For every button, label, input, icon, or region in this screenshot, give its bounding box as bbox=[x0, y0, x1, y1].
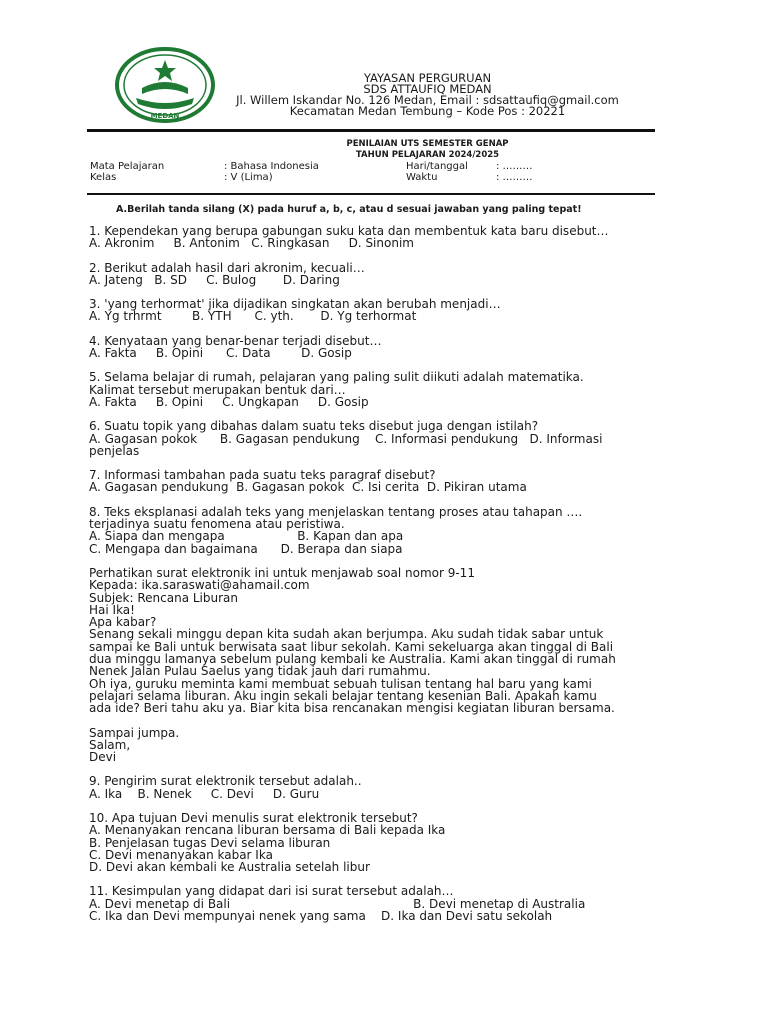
text-line: B. Penjelasan tugas Devi selama liburan bbox=[89, 835, 331, 850]
text-line: A. Devi menetap di Bali B. Devi menetap di Australia bbox=[89, 896, 586, 911]
text-line: 1. Kependekan yang berupa gabungan suku kata dan membentuk kata baru disebut… bbox=[89, 224, 609, 238]
text-line: C. Ika dan Devi mempunyai nenek yang sama D. Ika dan Devi satu sekolah bbox=[89, 909, 553, 924]
text-line: 11. Kesimpulan yang didapat dari isi surat tersebut adalah… bbox=[89, 884, 454, 899]
text-line: 2. Berikut adalah hasil dari akronim, kecuali… bbox=[89, 260, 365, 275]
text-line: Senang sekali minggu depan kita sudah akan berjumpa. Aku sudah tidak sabar untuk bbox=[89, 627, 604, 642]
text-line: 6. Suatu topik yang dibahas dalam suatu teks disebut juga dengan istilah? bbox=[89, 419, 539, 434]
text-line: Kalimat tersebut merupakan bentuk dari… bbox=[89, 382, 346, 397]
text-line: C. Mengapa dan bagaimana D. Berapa dan siapa bbox=[89, 541, 403, 556]
text-line: Perhatikan surat elektronik ini untuk menjawab soal nomor 9-11 bbox=[89, 565, 475, 580]
text-line: 4. Kenyataan yang benar-benar terjadi disebut… bbox=[89, 333, 382, 348]
text-line: 9. Pengirim surat elektronik tersebut adalah.. bbox=[89, 774, 362, 789]
spacer bbox=[89, 250, 679, 262]
text-line: 3. 'yang terhormat' jika dijadikan singkatan akan berubah menjadi… bbox=[89, 297, 501, 312]
instruction: A.Berilah tanda silang (X) pada huruf a, b, c, atau d sesuai jawaban yang paling tepat! bbox=[116, 204, 582, 215]
text-line: sampai ke Bali untuk berwisata saat libur sekolah. Kami sekeluarga akan tinggal di Bali bbox=[89, 639, 614, 654]
time-value: : ……… bbox=[496, 172, 533, 183]
text-line: penjelas bbox=[89, 443, 140, 458]
header-rule bbox=[87, 129, 655, 132]
school-address: Jl. Willem Iskandar No. 126 Medan, Email : sdsattaufiq@gmail.com bbox=[236, 93, 619, 107]
exam-title: PENILAIAN UTS SEMESTER GENAP bbox=[346, 139, 509, 149]
text-line: Subjek: Rencana Liburan bbox=[89, 590, 239, 605]
subject-label: Mata Pelajaran bbox=[90, 161, 165, 172]
text-line: A. Jateng B. SD C. Bulog D. Daring bbox=[89, 272, 340, 287]
date-label: Hari/tanggal bbox=[406, 161, 468, 172]
text-line: A. Yg trhrmt B. YTH C. yth. D. Yg terhormat bbox=[89, 309, 417, 324]
text-line: pelajari selama liburan. Aku ingin sekali belajar tentang kesenian Bali. Apakah kamu bbox=[89, 688, 597, 703]
date-value: : ……… bbox=[496, 161, 533, 172]
spacer bbox=[89, 323, 679, 335]
text-line: A. Siapa dan mengapa B. Kapan dan apa bbox=[89, 529, 404, 544]
text-line: Oh iya, guruku meminta kami membuat sebuah tulisan tentang hal baru yang kami bbox=[89, 676, 592, 691]
spacer bbox=[89, 494, 679, 506]
text-line: Sampai jumpa. bbox=[89, 725, 180, 740]
text-line: D. Devi akan kembali ke Australia setelah libur bbox=[89, 860, 370, 875]
spacer bbox=[89, 715, 679, 727]
text-line: A. Gagasan pendukung B. Gagasan pokok C. Isi cerita D. Pikiran utama bbox=[89, 480, 527, 495]
school-logo bbox=[114, 46, 216, 124]
exam-year: TAHUN PELAJARAN 2024/2025 bbox=[355, 150, 500, 160]
text-line: 8. Teks eksplanasi adalah teks yang menjelaskan tentang proses atau tahapan …. bbox=[89, 504, 583, 519]
text-line: 7. Informasi tambahan pada suatu teks paragraf disebut? bbox=[89, 468, 436, 483]
school-district: Kecamatan Medan Tembung – Kode Pos : 20221 bbox=[289, 104, 566, 118]
time-label: Waktu bbox=[406, 172, 438, 183]
logo-text: MEDAN bbox=[150, 112, 180, 120]
text-line: A. Akronim B. Antonim C. Ringkasan D. Sinonim bbox=[89, 236, 414, 251]
subject-value: : Bahasa Indonesia bbox=[224, 161, 319, 172]
text-line: Hai Ika! bbox=[89, 602, 135, 617]
class-label: Kelas bbox=[90, 172, 117, 183]
text-line: C. Devi menanyakan kabar Ika bbox=[89, 847, 273, 862]
school-name: SDS ATTAUFIQ MEDAN bbox=[363, 82, 492, 96]
text-line: A. Ika B. Nenek C. Devi D. Guru bbox=[89, 786, 320, 801]
text-line: A. Menanyakan rencana liburan bersama di Bali kepada Ika bbox=[89, 823, 446, 838]
text-line: dua minggu lamanya sebelum pulang kembali ke Australia. Kami akan tinggal di rumah bbox=[89, 652, 616, 667]
org-name: YAYASAN PERGURUAN bbox=[363, 71, 492, 85]
text-line: 10. Apa tujuan Devi menulis surat elektronik tersebut? bbox=[89, 810, 418, 825]
text-line: Apa kabar? bbox=[89, 615, 157, 630]
text-line: Salam, bbox=[89, 737, 131, 752]
text-line: ada ide? Beri tahu aku ya. Biar kita bisa rencanakan mengisi kegiatan liburan bersama. bbox=[89, 701, 615, 716]
class-value: : V (Lima) bbox=[224, 172, 273, 183]
text-line: Kepada: ika.saraswati@ahamail.com bbox=[89, 578, 310, 593]
text-line: A. Fakta B. Opini C. Ungkapan D. Gosip bbox=[89, 394, 369, 409]
info-rule bbox=[87, 193, 655, 195]
text-line: Devi bbox=[89, 750, 117, 765]
text-line: 5. Selama belajar di rumah, pelajaran yang paling sulit diikuti adalah matematika. bbox=[89, 370, 584, 385]
text-line: A. Gagasan pokok B. Gagasan pendukung C. Informasi pendukung D. Informasi bbox=[89, 431, 603, 446]
text-line: terjadinya suatu fenomena atau peristiwa. bbox=[89, 517, 345, 532]
text-line: Nenek Jalan Pulau Saelus yang tidak jauh dari rumahmu. bbox=[89, 664, 431, 679]
text-line: A. Fakta B. Opini C. Data D. Gosip bbox=[89, 346, 352, 361]
question-body bbox=[89, 225, 679, 922]
